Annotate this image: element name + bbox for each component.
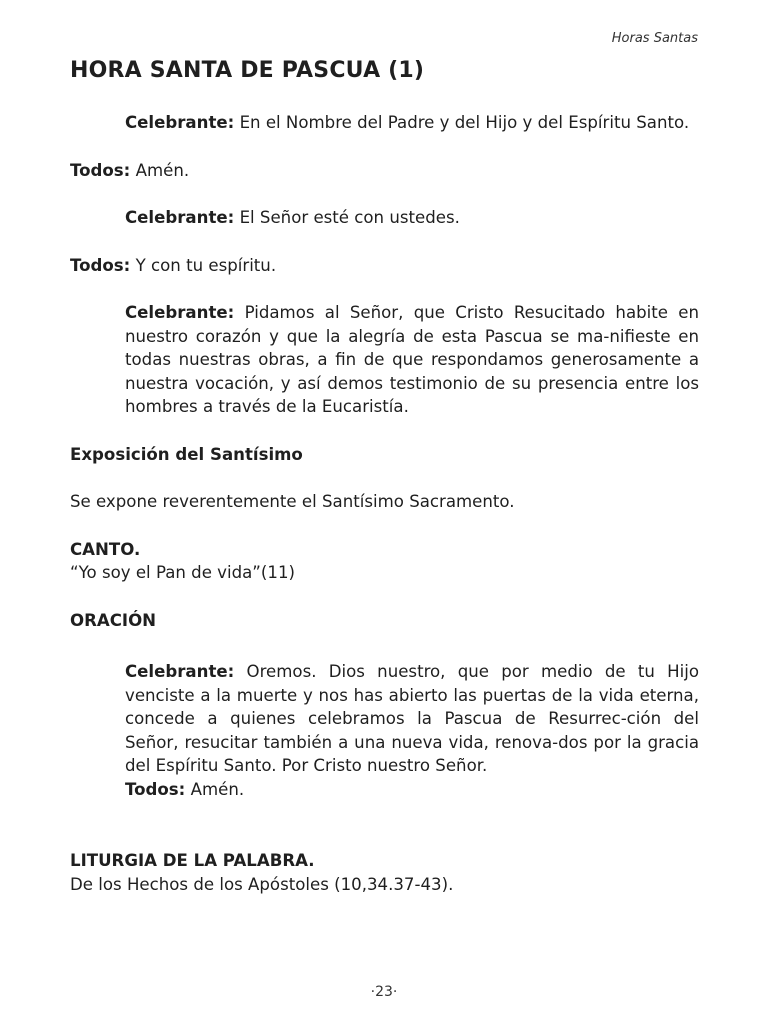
speaker-text: Amén.	[190, 779, 245, 799]
exposicion-text: Se expone reverentemente el Santísimo Sacramento.	[70, 492, 515, 511]
exposicion-heading: Exposición del Santísimo	[70, 444, 303, 464]
canto-heading-text: CANTO.	[70, 539, 141, 559]
speaker-text: El Señor esté con ustedes.	[239, 208, 460, 227]
oracion-celebrante	[70, 660, 699, 778]
liturgia-heading: LITURGIA DE LA PALABRA.	[70, 851, 315, 870]
speaker-label: Celebrante:	[125, 208, 235, 227]
speaker-text: Y con tu espíritu.	[135, 255, 277, 275]
speaker-text: Amén.	[135, 160, 190, 180]
speaker-label: Celebrante:	[125, 113, 235, 132]
speaker-label: Celebrante:	[125, 662, 235, 681]
page-title: HORA SANTA DE PASCUA (1)	[70, 58, 425, 83]
todos-line-1	[70, 159, 699, 183]
celebrante-line-1	[70, 111, 699, 135]
speaker-text: Oremos. Dios nuestro, que por medio de tu Hijo venciste a la muerte y nos has abierto las puertas de la vida eterna, concede a quienes celebramos la Pascua de Resurrec-ción del Señor, resucitar también a una nueva vida, renova-dos por la gracia del Espíritu Santo. Por Cristo nuestro Señor.	[125, 662, 699, 775]
canto-heading	[70, 538, 699, 562]
oracion-todos	[70, 778, 699, 802]
speaker-text: Pidamos al Señor, que Cristo Resucitado habite en nuestro corazón y que la alegría de esta Pascua se ma-nifieste en todas nuestras obras, a fin de que respondamos generosamente a nuestra vocación, y así demos testimonio de su presencia entre los hombres a través de la Eucaristía.	[125, 303, 699, 416]
speaker-text: En el Nombre del Padre y del Hijo y del Espíritu Santo.	[239, 113, 690, 132]
celebrante-line-3	[70, 301, 699, 419]
todos-line-2	[70, 254, 699, 278]
page-number: ·23·	[370, 984, 398, 1000]
running-header: Horas Santas	[611, 31, 698, 46]
celebrante-line-2	[70, 206, 699, 230]
speaker-label: Todos:	[70, 160, 131, 180]
canto-text: “Yo soy el Pan de vida”(11)	[70, 563, 295, 582]
speaker-label: Celebrante:	[125, 303, 235, 322]
speaker-label: Todos:	[125, 779, 186, 799]
oracion-heading: ORACIÓN	[70, 610, 157, 630]
liturgia-text: De los Hechos de los Apóstoles (10,34.37-43).	[70, 874, 454, 894]
document-body	[70, 111, 699, 896]
speaker-label: Todos:	[70, 255, 131, 275]
